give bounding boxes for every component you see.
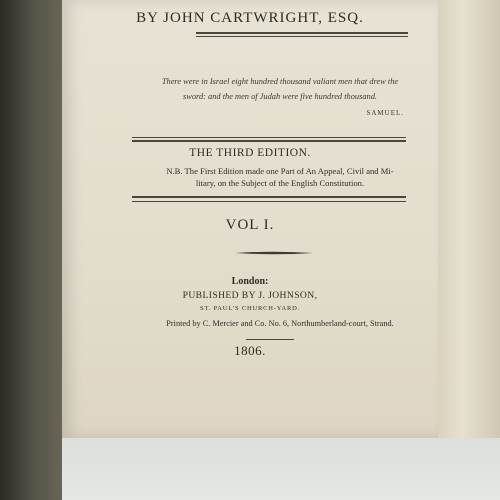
page-edge-right — [438, 0, 500, 500]
volume-rule-thin — [132, 201, 406, 202]
title-page — [62, 0, 438, 438]
book-spine-shadow — [0, 0, 64, 500]
imprint-place: London: — [231, 276, 269, 287]
author-line: BY JOHN CARTWRIGHT, ESQ. — [136, 10, 364, 26]
imprint-year: 1806. — [234, 343, 266, 358]
imprint-address: ST. PAUL'S CHURCH-YARD. — [199, 305, 301, 312]
edition-note-line: N.B. The First Edition made one Part of An Appeal, Civil and Mi- — [166, 166, 394, 176]
section-rule-thin — [132, 137, 406, 138]
epigraph-line: sword: and the men of Judah were five hundred thousand. — [183, 92, 377, 101]
background-surface — [62, 438, 500, 500]
imprint-publisher: PUBLISHED BY J. JOHNSON, — [182, 290, 318, 301]
epigraph-source: SAMUEL. — [366, 109, 404, 117]
epigraph — [136, 74, 424, 104]
section-rule-thick — [132, 140, 406, 142]
volume-rule-thick — [132, 196, 406, 198]
imprint-printer: Printed by C. Mercier and Co. No. 6, Northumberland-court, Strand. — [166, 319, 394, 328]
year-rule — [246, 339, 294, 340]
ornamental-rule — [235, 251, 313, 255]
volume-label: VOL I. — [225, 217, 275, 233]
author-rule-thick — [196, 32, 408, 34]
edition-note-line: litary, on the Subject of the English Constitution. — [195, 178, 365, 188]
epigraph-line: There were in Israel eight hundred thousand valiant men that drew the — [161, 77, 399, 86]
author-rule-thin — [196, 36, 408, 37]
edition-label: THE THIRD EDITION. — [189, 147, 311, 159]
edition-note — [134, 165, 426, 189]
